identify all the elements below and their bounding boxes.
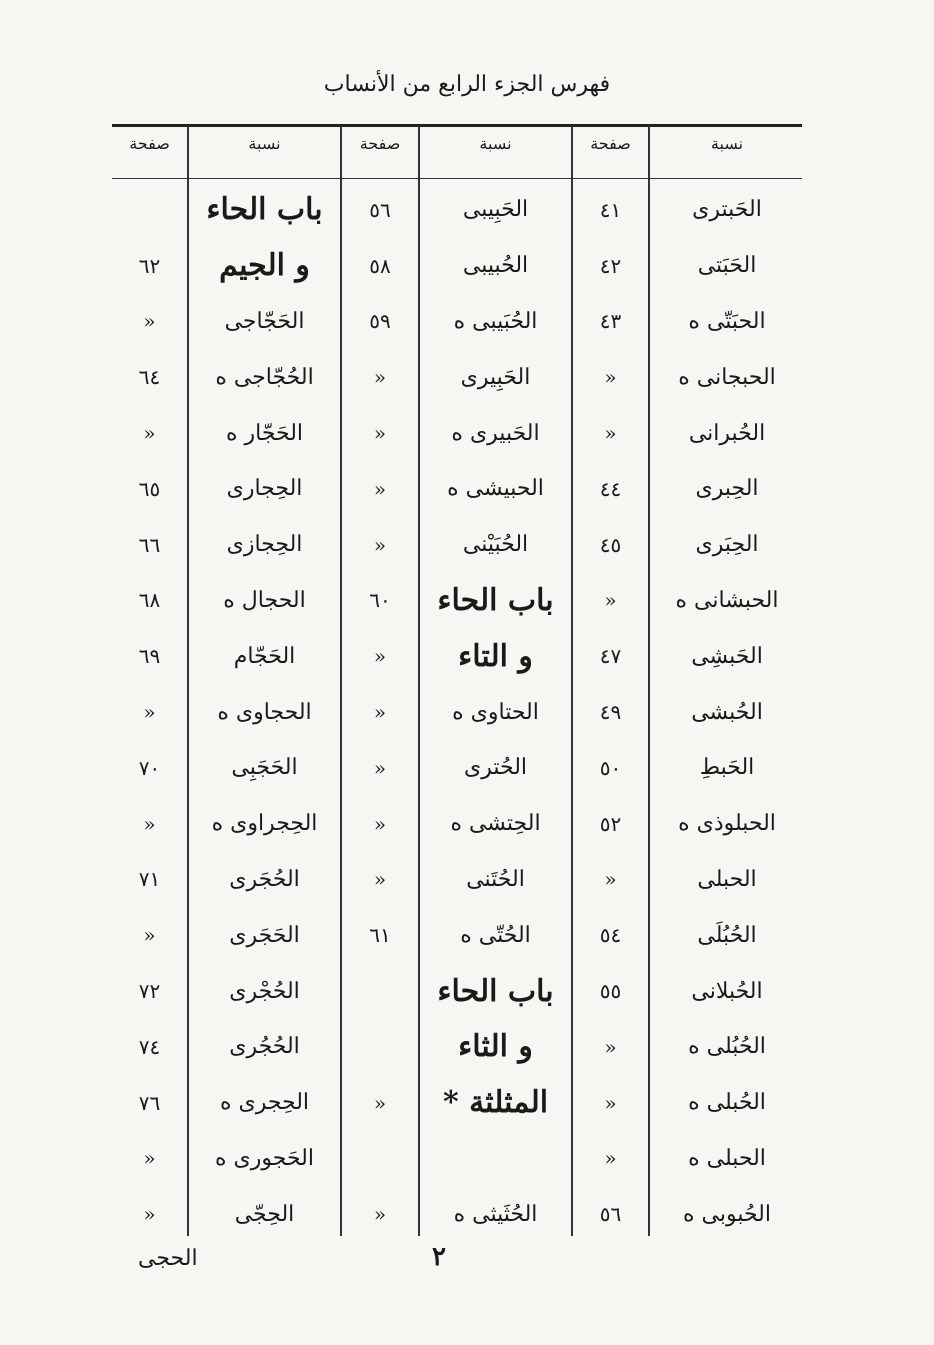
nisba-entry: الحبجانى ه (678, 364, 776, 390)
page-ref: « (373, 867, 387, 892)
nisba-entry: الحِجازى (226, 532, 303, 558)
page-ref: « (373, 421, 387, 446)
page-ref: « (604, 1034, 617, 1059)
page-ref: ٤٤ (599, 476, 622, 501)
nisba-entry: الحَبترى (692, 197, 762, 223)
nisba-entry: الحَجَبِى (231, 755, 298, 781)
nisba-entry: الحُبَيبى ه (453, 308, 538, 334)
header-top-rule (112, 124, 802, 127)
page-ref: « (143, 1202, 156, 1227)
page-ref: « (373, 476, 387, 501)
nisba-entry: الحُبَيْنى (462, 532, 529, 558)
catchword: الحجى (138, 1246, 198, 1271)
pages-column-2 (342, 182, 418, 1242)
page-ref: « (373, 1202, 387, 1227)
nisba-entry: و الجيم (219, 248, 310, 284)
nisba-entry: الحِجارى (226, 476, 303, 502)
page-ref: « (143, 700, 156, 725)
page-ref: ٤٢ (599, 253, 622, 278)
page-ref (342, 1019, 418, 1075)
page-ref: ٤٣ (599, 309, 622, 334)
nisba-entry: الحَبَتى (697, 253, 757, 279)
nisba-entry: الحُبلانى (691, 978, 763, 1004)
nisba-entry (420, 1131, 571, 1187)
header-name-1: نسبة (710, 134, 744, 153)
nisba-entry: المثلثة * (442, 1085, 549, 1121)
nisba-entry: الحبلى ه (688, 1145, 766, 1171)
header-page-1: صفحة (590, 134, 631, 153)
nisba-entry: الحجال ه (223, 587, 306, 613)
page-ref: « (143, 923, 156, 948)
page-ref: « (143, 1146, 156, 1171)
pages-column-1 (573, 182, 648, 1242)
nisba-entry: الحُبُلَى (697, 922, 757, 948)
header-page-3: صفحة (129, 134, 170, 153)
page-ref: ٧١ (138, 867, 161, 892)
header-name-3: نسبة (248, 134, 281, 153)
nisba-entry: الحِجّى (234, 1201, 295, 1227)
page-ref: ٧٠ (138, 755, 161, 780)
page-ref: « (604, 1146, 617, 1171)
page-ref: ٥٠ (599, 755, 622, 780)
nisba-entry: و التاء (458, 638, 533, 674)
page-ref: ٦٠ (369, 588, 391, 613)
page-ref: ٥٢ (599, 811, 622, 836)
nisba-entry: الحَبشِى (691, 643, 763, 669)
page-title: فهرس الجزء الرابع من الأنساب (323, 72, 611, 97)
page-ref: « (373, 811, 387, 836)
nisba-entry: الحبَتّى ه (688, 308, 766, 334)
page-ref: « (373, 644, 387, 669)
nisba-entry: الحُبلى ه (688, 1090, 766, 1116)
page-ref: « (604, 365, 617, 390)
nisba-entry: الحَبِيبى (462, 197, 529, 223)
page-ref: ٧٢ (138, 979, 161, 1004)
page-ref: ٥٩ (369, 309, 391, 334)
page-ref: ٦٩ (138, 644, 161, 669)
page-ref: « (604, 1090, 617, 1115)
nisba-entry: الحُترى (464, 755, 528, 781)
page-ref: « (373, 1090, 387, 1115)
page-ref: ٥٦ (369, 197, 391, 222)
page-ref (342, 963, 418, 1019)
header-bottom-rule (112, 178, 802, 179)
page-ref: « (143, 421, 156, 446)
nisba-entry: الحبشانى ه (675, 587, 779, 613)
nisba-entry: الحجاوى ه (217, 699, 312, 725)
page-ref: « (373, 532, 387, 557)
nisba-entry: الحَبِيرى (460, 364, 531, 390)
nisba-entry: الحبلوذى ه (678, 811, 776, 837)
nisba-entry: و الثاء (458, 1029, 533, 1065)
page-ref: ٤٥ (599, 532, 622, 557)
page-ref: « (604, 867, 617, 892)
page-ref: « (604, 421, 617, 446)
nisba-entry: الحُبرانى (688, 420, 766, 446)
nisba-entry: الحبيشى ه (447, 476, 544, 502)
nisba-entry: الحبلى (697, 866, 757, 892)
header-page-2: صفحة (359, 134, 401, 153)
page-ref: ٤١ (599, 197, 622, 222)
nisba-entry: الحِبَرى (695, 532, 759, 558)
nisba-entry: باب الحاء (437, 973, 554, 1009)
page-ref: ٥٦ (599, 1202, 622, 1227)
nisba-entry: باب الحاء (206, 192, 323, 228)
nisba-entry: الحُبوبى ه (683, 1201, 771, 1227)
page-ref: « (373, 755, 387, 780)
nisba-entry: الحُثَيثى ه (453, 1201, 538, 1227)
page-number: ٢ (432, 1242, 446, 1272)
nisba-entry: باب الحاء (437, 582, 554, 618)
nisba-entry: الحُبشى (691, 699, 763, 725)
nisba-entry: الحِجرى ه (219, 1090, 310, 1116)
nisba-entry: الحُبيبى (462, 253, 529, 279)
page-ref (342, 1131, 418, 1187)
page-ref: ٦٢ (138, 253, 161, 278)
nisba-entry: الحَجّاجى (224, 308, 305, 334)
page-ref: « (604, 588, 617, 613)
page-ref: ٥٨ (369, 253, 391, 278)
page-ref: ٦٥ (138, 476, 161, 501)
page-ref: « (143, 309, 156, 334)
nisba-entry: الحَجّار ه (225, 420, 304, 446)
nisba-entry: الحُجَرى (229, 866, 300, 892)
page-ref: « (373, 700, 387, 725)
nisba-entry: الحتاوى ه (452, 699, 539, 725)
nisba-entry: الحُجُرى (229, 1034, 300, 1060)
page-ref: ٥٤ (599, 923, 622, 948)
pages-column-3 (112, 182, 187, 1242)
page-ref: ٦٤ (138, 365, 161, 390)
column-divider (648, 126, 650, 1236)
names-column-3 (189, 182, 340, 1242)
names-column-1 (652, 182, 802, 1242)
header-name-2: نسبة (479, 134, 512, 153)
page-ref: ٧٦ (138, 1090, 161, 1115)
nisba-entry: الحُبُلى ه (688, 1034, 766, 1060)
page-ref: « (373, 365, 387, 390)
nisba-entry: الحُجّاجى ه (215, 364, 314, 390)
nisba-entry: الحَجّام (233, 643, 296, 669)
nisba-entry: الحَجَرى (229, 922, 300, 948)
nisba-entry: الحَبيرى ه (451, 420, 540, 446)
page-ref (112, 182, 187, 238)
nisba-entry: الحِجراوى ه (211, 811, 318, 837)
nisba-entry: الحَجورى ه (215, 1145, 314, 1171)
page-ref: ٧٤ (138, 1034, 161, 1059)
names-column-2 (420, 182, 571, 1242)
page-ref: ٥٥ (599, 979, 622, 1004)
page-ref: ٦١ (369, 923, 391, 948)
nisba-entry: الحُتّى ه (460, 922, 531, 948)
page-ref: ٤٧ (599, 644, 622, 669)
nisba-entry: الحُجْرى (229, 978, 300, 1004)
nisba-entry: الحُتَنى (466, 866, 525, 892)
page-ref: ٦٨ (138, 588, 161, 613)
nisba-entry: الحِتشى ه (450, 811, 541, 837)
page-ref: « (143, 811, 156, 836)
page-ref: ٤٩ (599, 700, 622, 725)
page-ref: ٦٦ (138, 532, 161, 557)
nisba-entry: الحَبطِ (699, 755, 755, 781)
nisba-entry: الحِبرى (695, 476, 759, 502)
